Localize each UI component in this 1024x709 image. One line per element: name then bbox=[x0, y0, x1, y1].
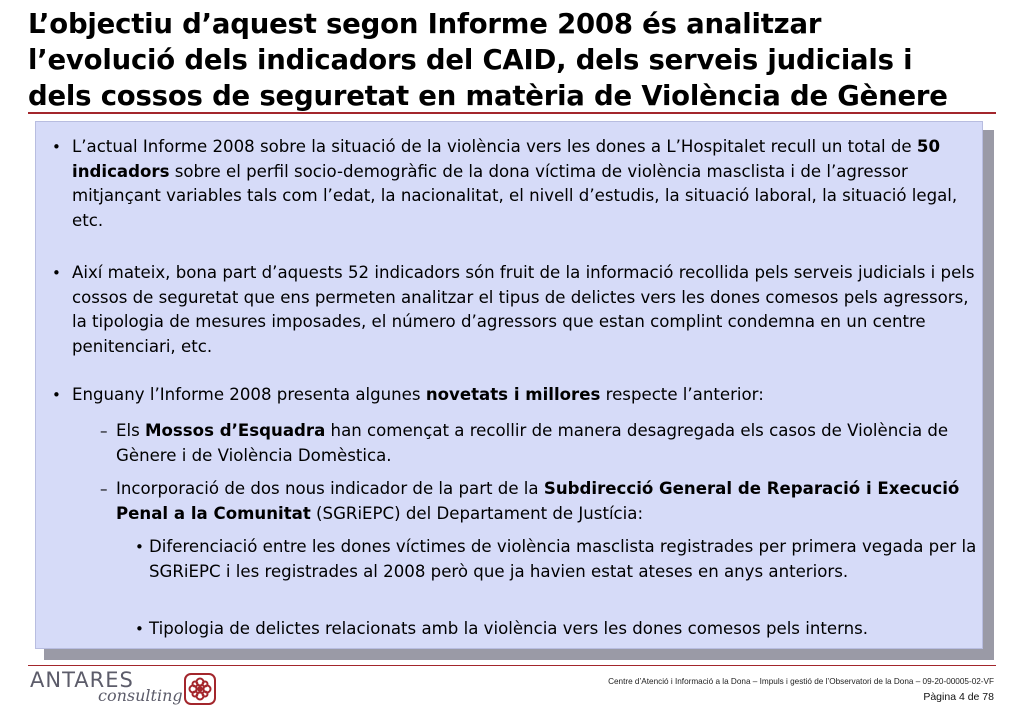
dash-marker: – bbox=[100, 480, 108, 498]
bold-run: 50 indicadors bbox=[72, 137, 941, 181]
bold-run: Subdirecció General de Reparació i Execució Penal a la Comunitat bbox=[116, 479, 960, 523]
footer-description: Centre d’Atenció i Informació a la Dona – Impuls i gestió de l’Observatori de la Dona – 09-20-00005-02-VF bbox=[608, 677, 994, 686]
bold-run: novetats i millores bbox=[425, 385, 601, 404]
subsub-item-differentiation: Diferenciació entre les dones víctimes de violència masclista registrades per primera vegada per la SGRiEPC i les registrades al 2008 però que ja havien estat ateses en anys anteriors. bbox=[149, 537, 977, 581]
logo-subtext: consulting bbox=[98, 686, 183, 705]
title-line-1: L’objectiu d’aquest segon Informe 2008 és analitzar bbox=[28, 8, 822, 40]
text-run: Enguany l’Informe 2008 presenta algunes bbox=[72, 385, 426, 404]
text-run: Els bbox=[116, 421, 146, 440]
title-line-2: l’evolució dels indicadors del CAID, dels serveis judicials i bbox=[28, 44, 913, 76]
bullet-marker: • bbox=[52, 386, 61, 404]
page-number: Pàgina 4 de 78 bbox=[923, 691, 994, 703]
dash-marker: – bbox=[100, 422, 108, 440]
title-line-3: dels cossos de seguretat en matèria de Violència de Gènere bbox=[28, 80, 948, 112]
subsub-item-crime-types: Tipologia de delictes relacionats amb la violència vers les dones comesos pels interns. bbox=[149, 619, 869, 638]
sub-item-mossos bbox=[116, 419, 976, 468]
text-run: (SGRiEPC) del Departament de Justícia: bbox=[310, 503, 644, 523]
bullet-item-indicators bbox=[72, 135, 977, 233]
bullet-item-judicial: Així mateix, bona part d’aquests 52 indicadors són fruit de la informació recollida pels serveis judicials i pels cossos de seguretat que ens permeten analitzar el tipus de delictes vers les dones comesos pels agressors, la tipologia de mesures imposades, el número d’agressors que estan complint condemna en un centre penitenciari, etc. bbox=[72, 263, 975, 356]
logo-text: ANTARES bbox=[30, 668, 134, 692]
bullet-item-novelties bbox=[72, 383, 977, 408]
text-run: sobre el perfil socio-demogràfic de la dona víctima de violència masclista i de l’agressor mitjançant variables tals com l’edat, la nacionalitat, el nivell d’estudis, la situació laboral, la situació legal, etc. bbox=[72, 161, 958, 230]
bullet-marker: • bbox=[135, 620, 144, 638]
bullet-marker: • bbox=[135, 538, 144, 556]
sub-item-sgriepc bbox=[116, 477, 976, 526]
text-run: L’actual Informe 2008 sobre la situació de la violència vers les dones a L’Hospitalet recull un total de bbox=[72, 137, 917, 156]
logo-flower-icon bbox=[184, 673, 216, 705]
footer-divider bbox=[28, 665, 996, 666]
text-run: han començat a recollir de manera desagregada els casos de Violència de Gènere i de Violència Domèstica. bbox=[116, 421, 949, 465]
bullet-marker: • bbox=[52, 138, 61, 156]
bullet-marker: • bbox=[52, 264, 61, 282]
text-run: Incorporació de dos nous indicador de la part de la bbox=[116, 479, 544, 498]
text-run: respecte l’anterior: bbox=[600, 385, 764, 404]
bold-run: Mossos d’Esquadra bbox=[145, 421, 326, 440]
